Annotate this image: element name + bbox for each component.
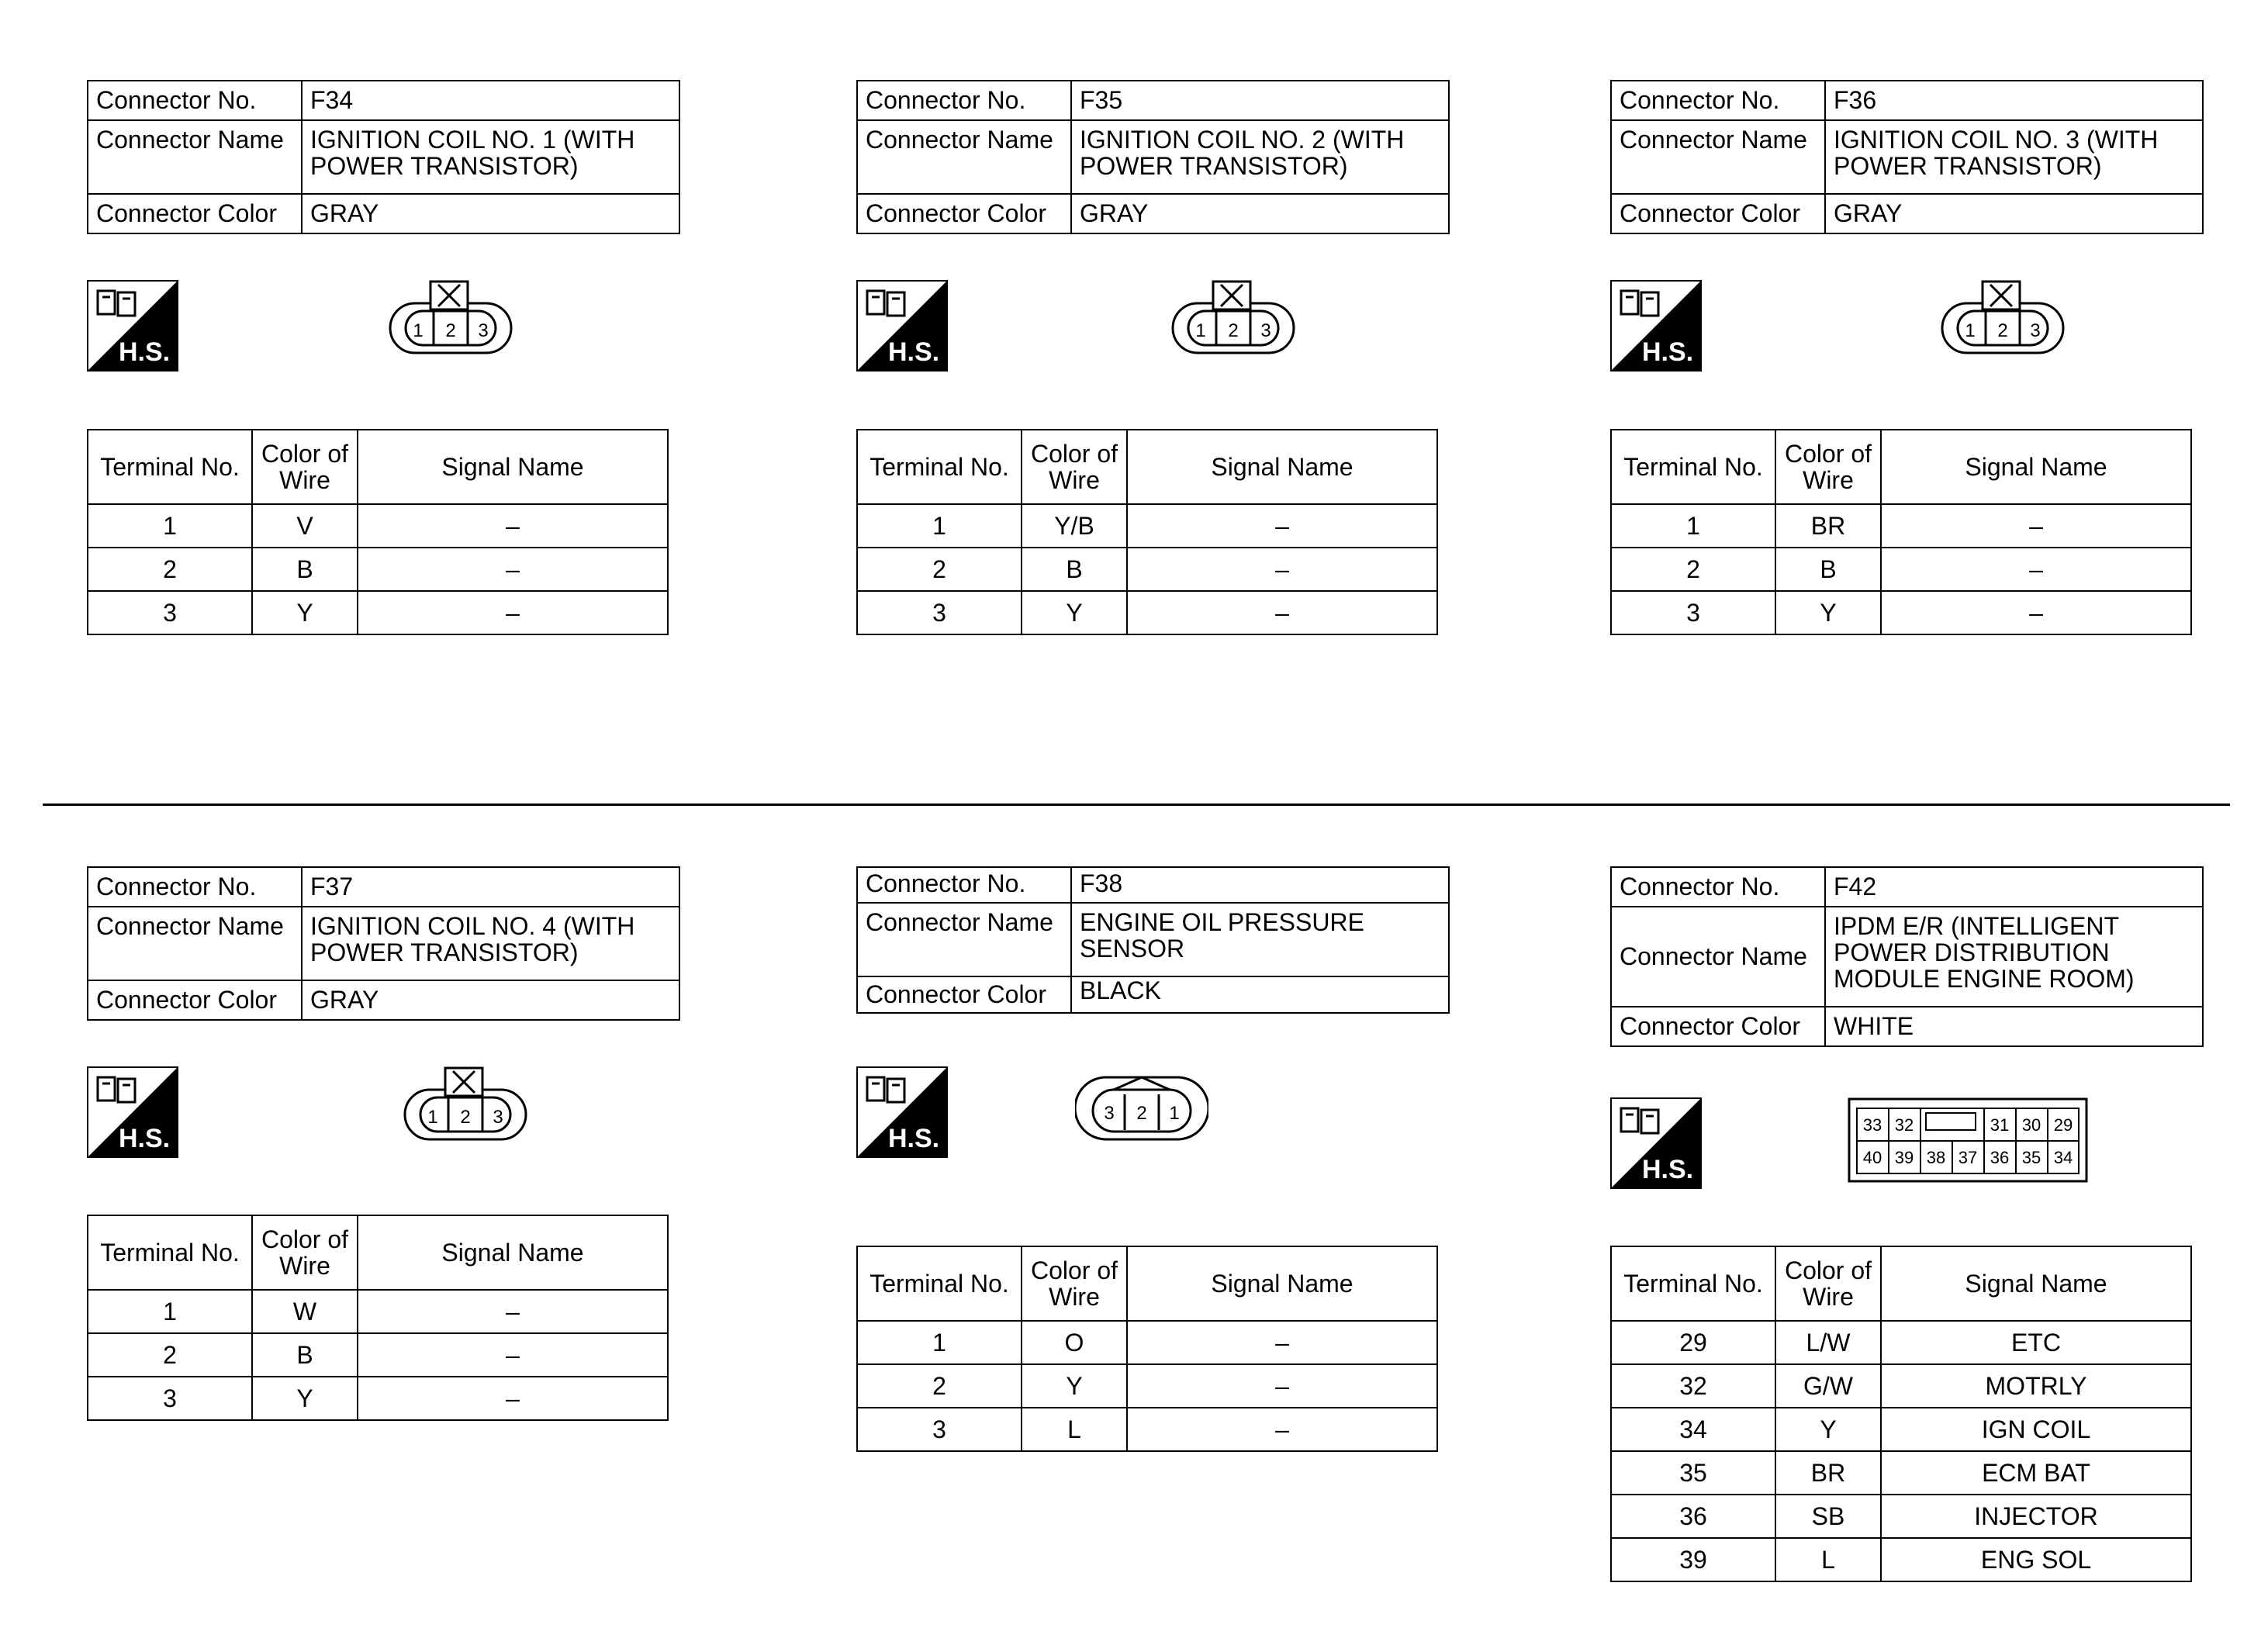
connector-name-value: IPDM E/R (INTELLIGENT POWER DISTRIBUTION MODULE ENGINE ROOM) — [1825, 907, 2203, 1007]
wire-color-cell: B — [252, 1333, 358, 1377]
terminal-cell: 35 — [1611, 1451, 1775, 1495]
terminal-cell: 3 — [857, 1408, 1022, 1451]
terminal-cell: 39 — [1611, 1538, 1775, 1581]
pin-label: 36 — [1990, 1148, 2010, 1167]
wire-color-cell: SB — [1775, 1495, 1881, 1538]
terminal-block-f36 — [1610, 429, 2192, 635]
table-row — [1611, 548, 2191, 591]
connector-color-value: GRAY — [1825, 194, 2203, 233]
pin-label: 1 — [427, 1107, 438, 1128]
signal-cell: ETC — [1881, 1321, 2191, 1364]
signal-cell: – — [1127, 1321, 1437, 1364]
connector-color-label: Connector Color — [857, 194, 1071, 233]
wire-color-cell: O — [1022, 1321, 1127, 1364]
terminal-cell: 1 — [88, 504, 252, 548]
wire-color-cell: Y — [252, 591, 358, 634]
connector-no-label: Connector No. — [1611, 81, 1825, 120]
connector-color-value: GRAY — [302, 194, 679, 233]
pin-label: 2 — [1997, 320, 2008, 341]
terminal-cell: 1 — [857, 1321, 1022, 1364]
signal-cell: – — [1881, 548, 2191, 591]
terminal-no-header: Terminal No. — [857, 1246, 1022, 1321]
signal-cell: – — [358, 1333, 668, 1377]
signal-cell: IGN COIL — [1881, 1408, 2191, 1451]
terminal-block-f34 — [87, 429, 669, 635]
wire-color-cell: L — [1022, 1408, 1127, 1451]
terminal-block-f35 — [856, 429, 1438, 635]
wire-color-cell: Y/B — [1022, 504, 1127, 548]
table-row — [88, 1377, 668, 1420]
pin-label: 31 — [1990, 1115, 2010, 1135]
hs-badge-text: H.S. — [1641, 337, 1694, 367]
terminal-table — [856, 1246, 1438, 1452]
terminal-table — [1610, 429, 2192, 635]
signal-cell: MOTRLY — [1881, 1364, 2191, 1408]
terminal-cell: 3 — [88, 591, 252, 634]
signal-cell: – — [358, 548, 668, 591]
connector-no-label: Connector No. — [857, 81, 1071, 120]
harness-side-icon — [87, 280, 178, 372]
terminal-cell: 36 — [1611, 1495, 1775, 1538]
wire-color-cell: L — [1775, 1538, 1881, 1581]
table-row — [857, 1408, 1437, 1451]
pin-label: 2 — [1136, 1103, 1147, 1124]
wire-color-cell: Y — [1775, 1408, 1881, 1451]
signal-cell: – — [1127, 548, 1437, 591]
wire-color-cell: G/W — [1775, 1364, 1881, 1408]
pin-label: 3 — [478, 320, 489, 341]
connector-name-label: Connector Name — [88, 907, 302, 980]
harness-side-icon — [1610, 1097, 1702, 1189]
table-row — [1611, 1451, 2191, 1495]
section-divider — [43, 804, 2230, 806]
wire-color-cell: L/W — [1775, 1321, 1881, 1364]
terminal-no-header: Terminal No. — [857, 430, 1022, 504]
connector-no-value: F34 — [302, 81, 679, 120]
signal-cell: INJECTOR — [1881, 1495, 2191, 1538]
wire-color-cell: BR — [1775, 1451, 1881, 1495]
connector-info-table — [1610, 866, 2204, 1047]
connector-block-f34 — [87, 80, 680, 234]
wire-color-cell: Y — [1022, 591, 1127, 634]
signal-cell: – — [358, 504, 668, 548]
terminal-block-f38 — [856, 1246, 1438, 1452]
wire-color-cell: W — [252, 1290, 358, 1333]
pin-label: 30 — [2021, 1115, 2041, 1135]
signal-cell: – — [1127, 1408, 1437, 1451]
pin-label: 38 — [1926, 1148, 1946, 1167]
connector-block-f37 — [87, 866, 680, 1021]
pin-label: 2 — [460, 1107, 471, 1128]
terminal-table — [856, 429, 1438, 635]
terminal-cell: 29 — [1611, 1321, 1775, 1364]
terminal-no-header: Terminal No. — [88, 430, 252, 504]
signal-cell: ENG SOL — [1881, 1538, 2191, 1581]
table-row — [88, 504, 668, 548]
table-row — [1611, 591, 2191, 634]
color-of-wire-header — [1775, 1246, 1881, 1321]
signal-cell: – — [358, 1290, 668, 1333]
connector-no-label: Connector No. — [1611, 867, 1825, 907]
pin-label: 2 — [445, 320, 456, 341]
pin-label: 1 — [413, 320, 424, 341]
connector-color-label: Connector Color — [1611, 1007, 1825, 1046]
table-row — [1611, 1364, 2191, 1408]
connector-info-table — [856, 866, 1450, 1014]
signal-cell: – — [1881, 591, 2191, 634]
terminal-cell: 1 — [857, 504, 1022, 548]
table-row — [88, 1333, 668, 1377]
table-row — [1611, 1408, 2191, 1451]
table-row — [1611, 1495, 2191, 1538]
hs-badge-text: H.S. — [887, 337, 940, 367]
signal-cell: – — [1127, 1364, 1437, 1408]
pin-label: 1 — [1195, 320, 1206, 341]
connector-info-table — [87, 80, 680, 234]
harness-side-icon — [856, 1066, 948, 1158]
connector-info-table — [87, 866, 680, 1021]
signal-cell: – — [1127, 504, 1437, 548]
table-row — [88, 548, 668, 591]
pin-label: 2 — [1228, 320, 1239, 341]
hs-badge-text: H.S. — [118, 1124, 171, 1153]
hs-badge-text: H.S. — [118, 337, 171, 367]
connector-face-icon — [1848, 1097, 2088, 1183]
connector-name-label: Connector Name — [857, 120, 1071, 194]
connector-name-value: IGNITION COIL NO. 3 (WITH POWER TRANSISTOR) — [1825, 120, 2203, 194]
pin-label: 35 — [2021, 1148, 2041, 1167]
signal-name-header: Signal Name — [358, 430, 668, 504]
harness-side-icon — [856, 280, 948, 372]
terminal-cell: 1 — [88, 1290, 252, 1333]
connector-color-label: Connector Color — [88, 980, 302, 1020]
color-of-wire-header-text: Color of Wire — [1030, 440, 1118, 494]
terminal-table — [87, 1215, 669, 1421]
connector-no-label: Connector No. — [88, 81, 302, 120]
terminal-cell: 2 — [88, 1333, 252, 1377]
terminal-cell: 32 — [1611, 1364, 1775, 1408]
pin-label: 3 — [2030, 320, 2041, 341]
pin-label: 32 — [1894, 1115, 1914, 1135]
color-of-wire-header-text: Color of Wire — [1784, 1256, 1872, 1311]
connector-no-label: Connector No. — [857, 867, 1071, 903]
wire-color-cell: B — [252, 548, 358, 591]
connector-face-icon — [1936, 280, 2069, 361]
pin-label: 34 — [2053, 1148, 2073, 1167]
table-row — [857, 548, 1437, 591]
pin-label: 40 — [1862, 1148, 1882, 1167]
connector-name-value: ENGINE OIL PRESSURE SENSOR — [1071, 903, 1449, 976]
terminal-cell: 2 — [1611, 548, 1775, 591]
connector-color-value: BLACK — [1071, 976, 1449, 1013]
pin-label: 37 — [1958, 1148, 1978, 1167]
terminal-cell: 34 — [1611, 1408, 1775, 1451]
pin-label: 1 — [1169, 1103, 1180, 1124]
terminal-no-header: Terminal No. — [1611, 430, 1775, 504]
wire-color-cell: Y — [252, 1377, 358, 1420]
connector-face-icon — [399, 1066, 532, 1147]
table-row — [88, 591, 668, 634]
signal-name-header: Signal Name — [1881, 1246, 2191, 1321]
connector-name-label: Connector Name — [1611, 907, 1825, 1007]
harness-side-icon — [87, 1066, 178, 1158]
connector-color-label: Connector Color — [1611, 194, 1825, 233]
terminal-cell: 1 — [1611, 504, 1775, 548]
terminal-no-header: Terminal No. — [1611, 1246, 1775, 1321]
wire-color-cell: BR — [1775, 504, 1881, 548]
connector-name-value: IGNITION COIL NO. 4 (WITH POWER TRANSISTOR) — [302, 907, 679, 980]
wire-color-cell: B — [1775, 548, 1881, 591]
signal-cell: – — [358, 591, 668, 634]
connector-block-f38 — [856, 866, 1450, 1014]
wire-color-cell: Y — [1022, 1364, 1127, 1408]
pin-label: 3 — [1104, 1103, 1115, 1124]
color-of-wire-header — [252, 430, 358, 504]
pin-label: 33 — [1862, 1115, 1882, 1135]
terminal-table — [87, 429, 669, 635]
connector-info-table — [856, 80, 1450, 234]
signal-name-header: Signal Name — [1881, 430, 2191, 504]
terminal-cell: 2 — [857, 548, 1022, 591]
table-row — [1611, 1538, 2191, 1581]
connector-name-value: IGNITION COIL NO. 1 (WITH POWER TRANSISTOR) — [302, 120, 679, 194]
hs-badge-text: H.S. — [1641, 1155, 1694, 1184]
terminal-cell: 2 — [857, 1364, 1022, 1408]
pin-label: 39 — [1894, 1148, 1914, 1167]
table-row — [857, 1364, 1437, 1408]
terminal-block-f37 — [87, 1215, 669, 1421]
table-row — [857, 504, 1437, 548]
signal-cell: ECM BAT — [1881, 1451, 2191, 1495]
signal-name-header: Signal Name — [1127, 430, 1437, 504]
terminal-table — [1610, 1246, 2192, 1582]
pin-label: 3 — [493, 1107, 503, 1128]
terminal-cell: 2 — [88, 548, 252, 591]
wire-color-cell: V — [252, 504, 358, 548]
connector-color-value: WHITE — [1825, 1007, 2203, 1046]
pin-label: 1 — [1965, 320, 1976, 341]
color-of-wire-header-text: Color of Wire — [1784, 440, 1872, 494]
connector-block-f35 — [856, 80, 1450, 234]
connector-name-label: Connector Name — [857, 903, 1071, 976]
connector-name-value: IGNITION COIL NO. 2 (WITH POWER TRANSISTOR) — [1071, 120, 1449, 194]
color-of-wire-header — [1022, 1246, 1127, 1321]
signal-cell: – — [1881, 504, 2191, 548]
hs-badge-text: H.S. — [887, 1124, 940, 1153]
wire-color-cell: B — [1022, 548, 1127, 591]
signal-name-header: Signal Name — [1127, 1246, 1437, 1321]
pin-label: 3 — [1260, 320, 1271, 341]
color-of-wire-header-text: Color of Wire — [261, 1225, 349, 1280]
connector-no-value: F38 — [1071, 867, 1449, 903]
connector-no-value: F36 — [1825, 81, 2203, 120]
connector-face-icon — [1167, 280, 1300, 361]
terminal-cell: 3 — [857, 591, 1022, 634]
color-of-wire-header — [252, 1215, 358, 1290]
connector-face-icon — [384, 280, 517, 361]
color-of-wire-header-text: Color of Wire — [1030, 1256, 1118, 1311]
table-row — [1611, 504, 2191, 548]
connector-no-value: F42 — [1825, 867, 2203, 907]
color-of-wire-header-text: Color of Wire — [261, 440, 349, 494]
pin-label: 29 — [2053, 1115, 2073, 1135]
color-of-wire-header — [1022, 430, 1127, 504]
signal-cell: – — [1127, 591, 1437, 634]
table-row — [857, 1321, 1437, 1364]
connector-no-value: F37 — [302, 867, 679, 907]
connector-face-icon — [1075, 1066, 1208, 1147]
table-row — [857, 591, 1437, 634]
connector-block-f36 — [1610, 80, 2204, 234]
connector-no-value: F35 — [1071, 81, 1449, 120]
signal-cell: – — [358, 1377, 668, 1420]
connector-name-label: Connector Name — [1611, 120, 1825, 194]
signal-name-header: Signal Name — [358, 1215, 668, 1290]
connector-color-label: Connector Color — [88, 194, 302, 233]
harness-side-icon — [1610, 280, 1702, 372]
connector-name-label: Connector Name — [88, 120, 302, 194]
connector-block-f42 — [1610, 866, 2204, 1047]
terminal-cell: 3 — [88, 1377, 252, 1420]
wire-color-cell: Y — [1775, 591, 1881, 634]
connector-no-label: Connector No. — [88, 867, 302, 907]
connector-info-table — [1610, 80, 2204, 234]
terminal-cell: 3 — [1611, 591, 1775, 634]
terminal-no-header: Terminal No. — [88, 1215, 252, 1290]
table-row — [88, 1290, 668, 1333]
table-row — [1611, 1321, 2191, 1364]
connector-color-value: GRAY — [302, 980, 679, 1020]
connector-color-label: Connector Color — [857, 976, 1071, 1013]
connector-color-value: GRAY — [1071, 194, 1449, 233]
color-of-wire-header — [1775, 430, 1881, 504]
terminal-block-f42 — [1610, 1246, 2192, 1582]
